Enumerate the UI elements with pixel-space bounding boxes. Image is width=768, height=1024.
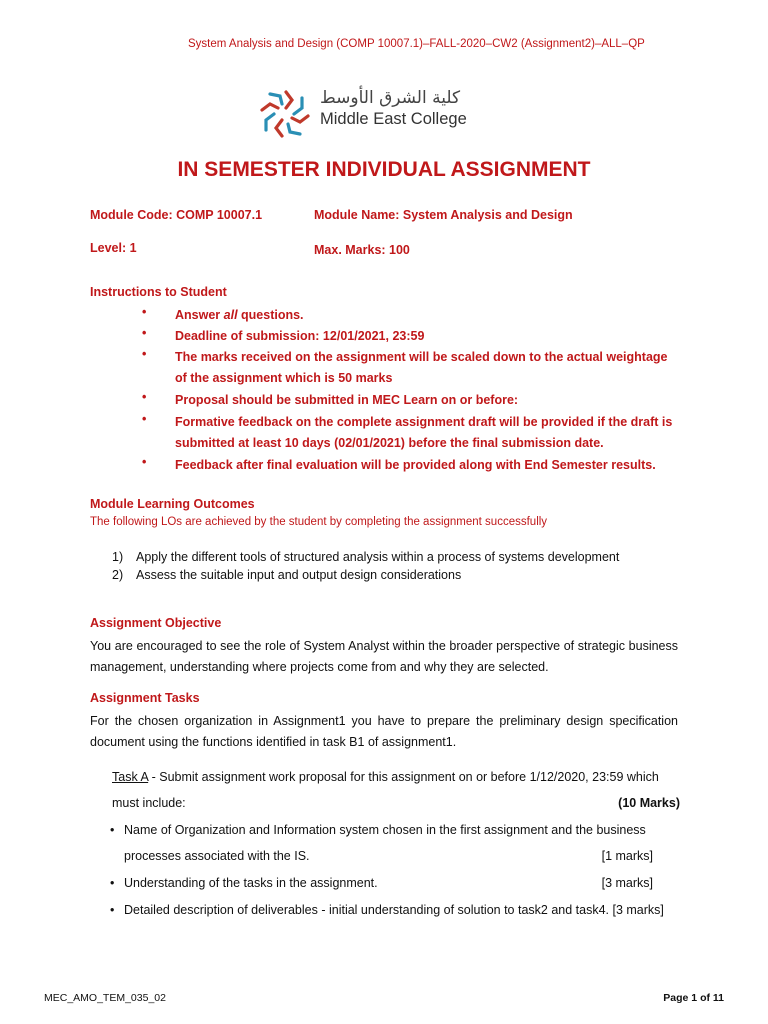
bullet-icon: • [110,823,115,837]
task-item-text: Name of Organization and Information system chosen in the first assignment and the business [124,823,646,837]
logo-arabic-name: كلية الشرق الأوسط [320,88,461,108]
outcome-number: 1) [112,550,124,564]
outcome-text: Assess the suitable input and output design considerations [136,568,462,582]
bullet-icon: • [142,305,147,319]
instruction-feedback: Feedback after final evaluation will be provided along with End Semester results. [175,458,656,472]
instruction-answer: Answer all questions. [175,308,304,322]
objective-text: You are encouraged to see the role of System Analyst within the broader perspective of strategic business management, understanding where projects come from and why they are selected. [90,639,678,674]
instruction-formative: Formative feedback on the complete assignment draft will be provided if the draft is submitted at least 10 days (02/01/2021) before the final submission date. [175,415,673,450]
bullet-icon: • [142,347,147,361]
outcomes-subheading: The following LOs are achieved by the student by completing the assignment successfully [90,516,548,528]
task-item-text: Detailed description of deliverables - initial understanding of solution to task2 and task4. [3 marks] [124,903,664,917]
task-a-label: Task A [112,770,149,784]
task-a-marks: (10 Marks) [618,796,680,810]
max-marks: Max. Marks: 100 [314,243,410,257]
bullet-icon: • [142,412,147,426]
bullet-icon: • [110,903,115,917]
bullet-icon: • [142,455,147,469]
bullet-icon: • [142,326,147,340]
task-item-text: Understanding of the tasks in the assignment. [124,876,378,890]
module-level: Level: 1 [90,241,137,255]
outcome-number: 2) [112,568,124,582]
page-title: IN SEMESTER INDIVIDUAL ASSIGNMENT [177,158,591,181]
header-course-line: System Analysis and Design (COMP 10007.1)–FALL-2020–CW2 (Assignment2)–ALL–QP [188,38,645,50]
outcome-text: Apply the different tools of structured analysis within a process of systems development [136,550,620,564]
module-code: Module Code: COMP 10007.1 [90,208,263,222]
instruction-deadline: Deadline of submission: 12/01/2021, 23:59 [175,329,425,343]
task-a-line2: must include: [112,796,186,810]
task-item-text: processes associated with the IS. [124,849,310,863]
bullet-icon: • [142,390,147,404]
outcomes-heading: Module Learning Outcomes [90,497,255,511]
instruction-proposal: Proposal should be submitted in MEC Learn on or before: [175,393,519,407]
tasks-heading: Assignment Tasks [90,691,200,705]
footer-page-number: Page 1 of 11 [663,992,724,1004]
tasks-intro: For the chosen organization in Assignment1 you have to prepare the preliminary design specification document using the functions identified in task B1 of assignment1. [90,714,678,749]
task-item-marks: [1 marks] [601,849,653,863]
module-name: Module Name: System Analysis and Design [314,208,573,222]
footer-doc-code: MEC_AMO_TEM_035_02 [44,992,166,1004]
task-item-marks: [3 marks] [601,876,653,890]
college-emblem-icon [258,88,314,140]
task-a-line1: Task A - Submit assignment work proposal for this assignment on or before 1/12/2020, 23:59 which [112,770,659,784]
bullet-icon: • [110,876,115,890]
logo-english-name: Middle East College [320,110,467,128]
instructions-heading: Instructions to Student [90,285,227,299]
instruction-scaled: The marks received on the assignment will be scaled down to the actual weightage of the assignment which is 50 marks [175,350,668,385]
college-logo [258,88,518,140]
objective-heading: Assignment Objective [90,616,222,630]
